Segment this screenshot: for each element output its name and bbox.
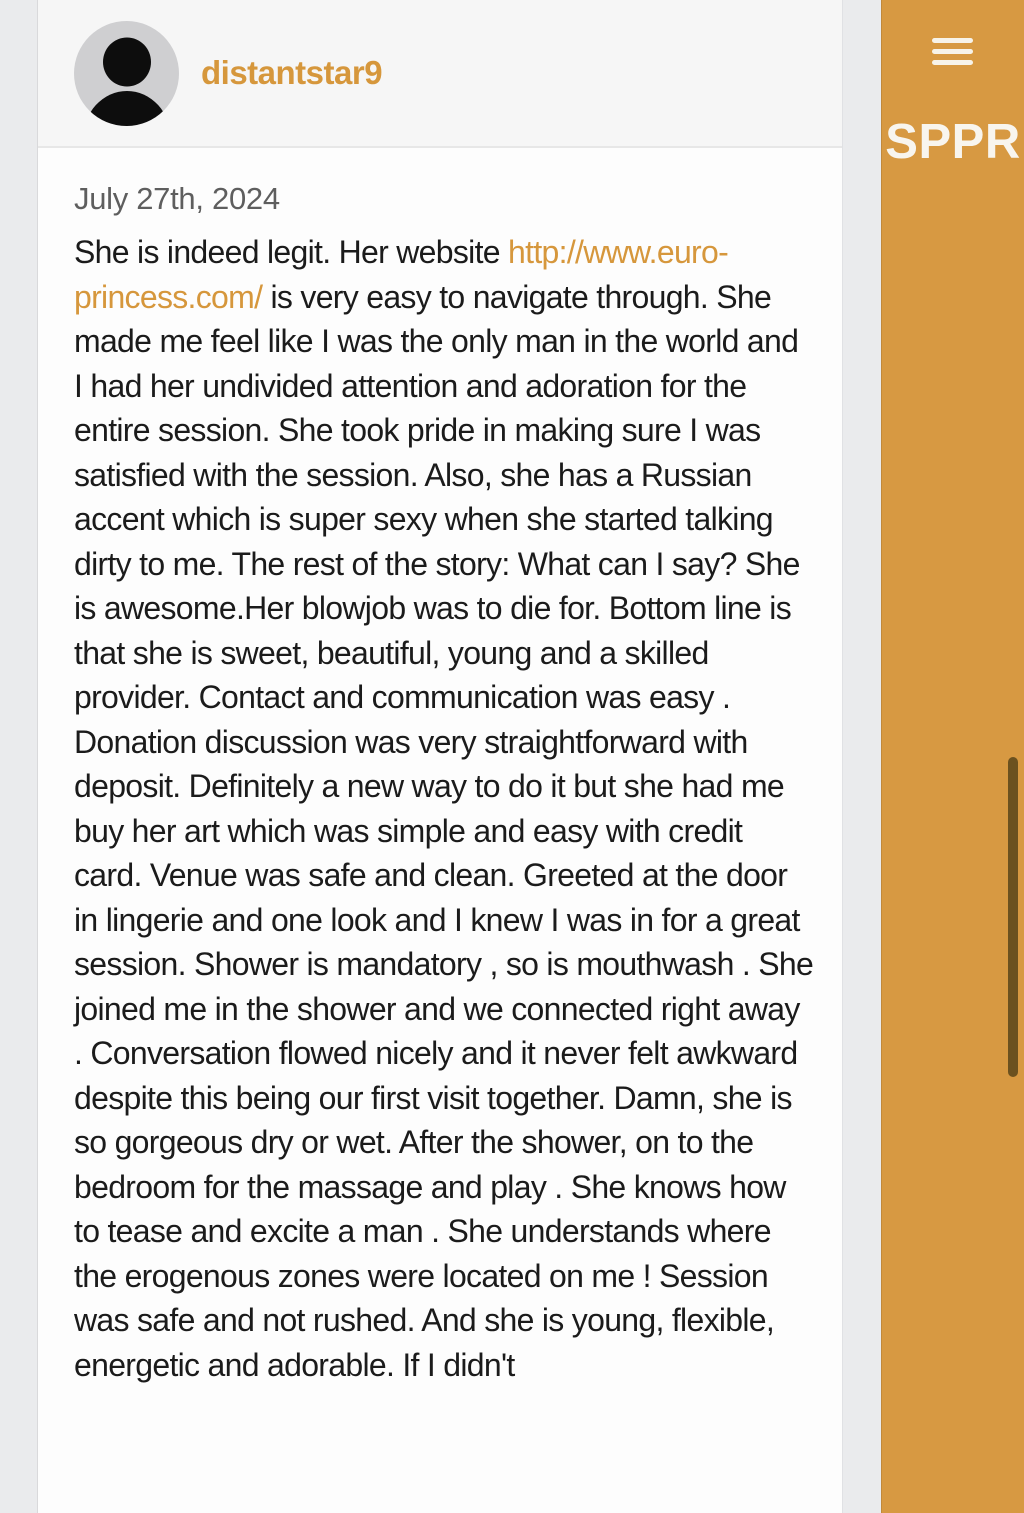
post-review-text (74, 230, 814, 1387)
scrollbar-thumb[interactable] (1008, 757, 1018, 1077)
content-column (37, 0, 843, 1513)
hamburger-menu-icon[interactable] (932, 38, 973, 65)
post-header (38, 0, 842, 148)
user-avatar[interactable] (74, 21, 179, 126)
hamburger-bar (932, 38, 973, 43)
review-text-after-link: is very easy to navigate through. She made me feel like I was the only man in the world and I had her undivided attention and adoration for the entire session. She took pride in making sure I was satisfied with the session. Also, she has a Russian accent which is super sexy when she started talking dirty to me. The rest of the story: What can I say? She is awesome.Her blowjob was to die for. Bottom line is that she is sweet, beautiful, young and a skilled provider. Contact and communication was easy . Donation discussion was very straightforward with deposit. Definitely a new way to do it but she had me buy her art which was simple and easy with credit card. Venue was safe and clean. Greeted at the door in lingerie and one look and I knew I was in for a great session. Shower is mandatory , so is mouthwash . She joined me in the shower and we connected right away . Conversation flowed nicely and it never felt awkward despite this being our first visit together. Damn, she is so gorgeous dry or wet. After the shower, on to the bedroom for the massage and play . She knows how to tease and excite a man . She understands where the erogenous zones were located on me ! Session was safe and not rushed. And she is young, flexible, energetic and adorable. If I didn't (74, 278, 814, 1383)
review-text-before-link: She is indeed legit. Her website (74, 234, 509, 270)
website-link[interactable]: http://www.euro-princess.com/ (74, 234, 729, 315)
post-body (38, 148, 842, 1387)
brand-logo[interactable]: SPPR (885, 115, 1021, 169)
hamburger-bar (932, 60, 973, 65)
username-link[interactable]: distantstar9 (201, 54, 383, 91)
hamburger-bar (932, 49, 973, 54)
post-date: July 27th, 2024 (74, 181, 280, 216)
sidebar (881, 0, 1024, 1513)
